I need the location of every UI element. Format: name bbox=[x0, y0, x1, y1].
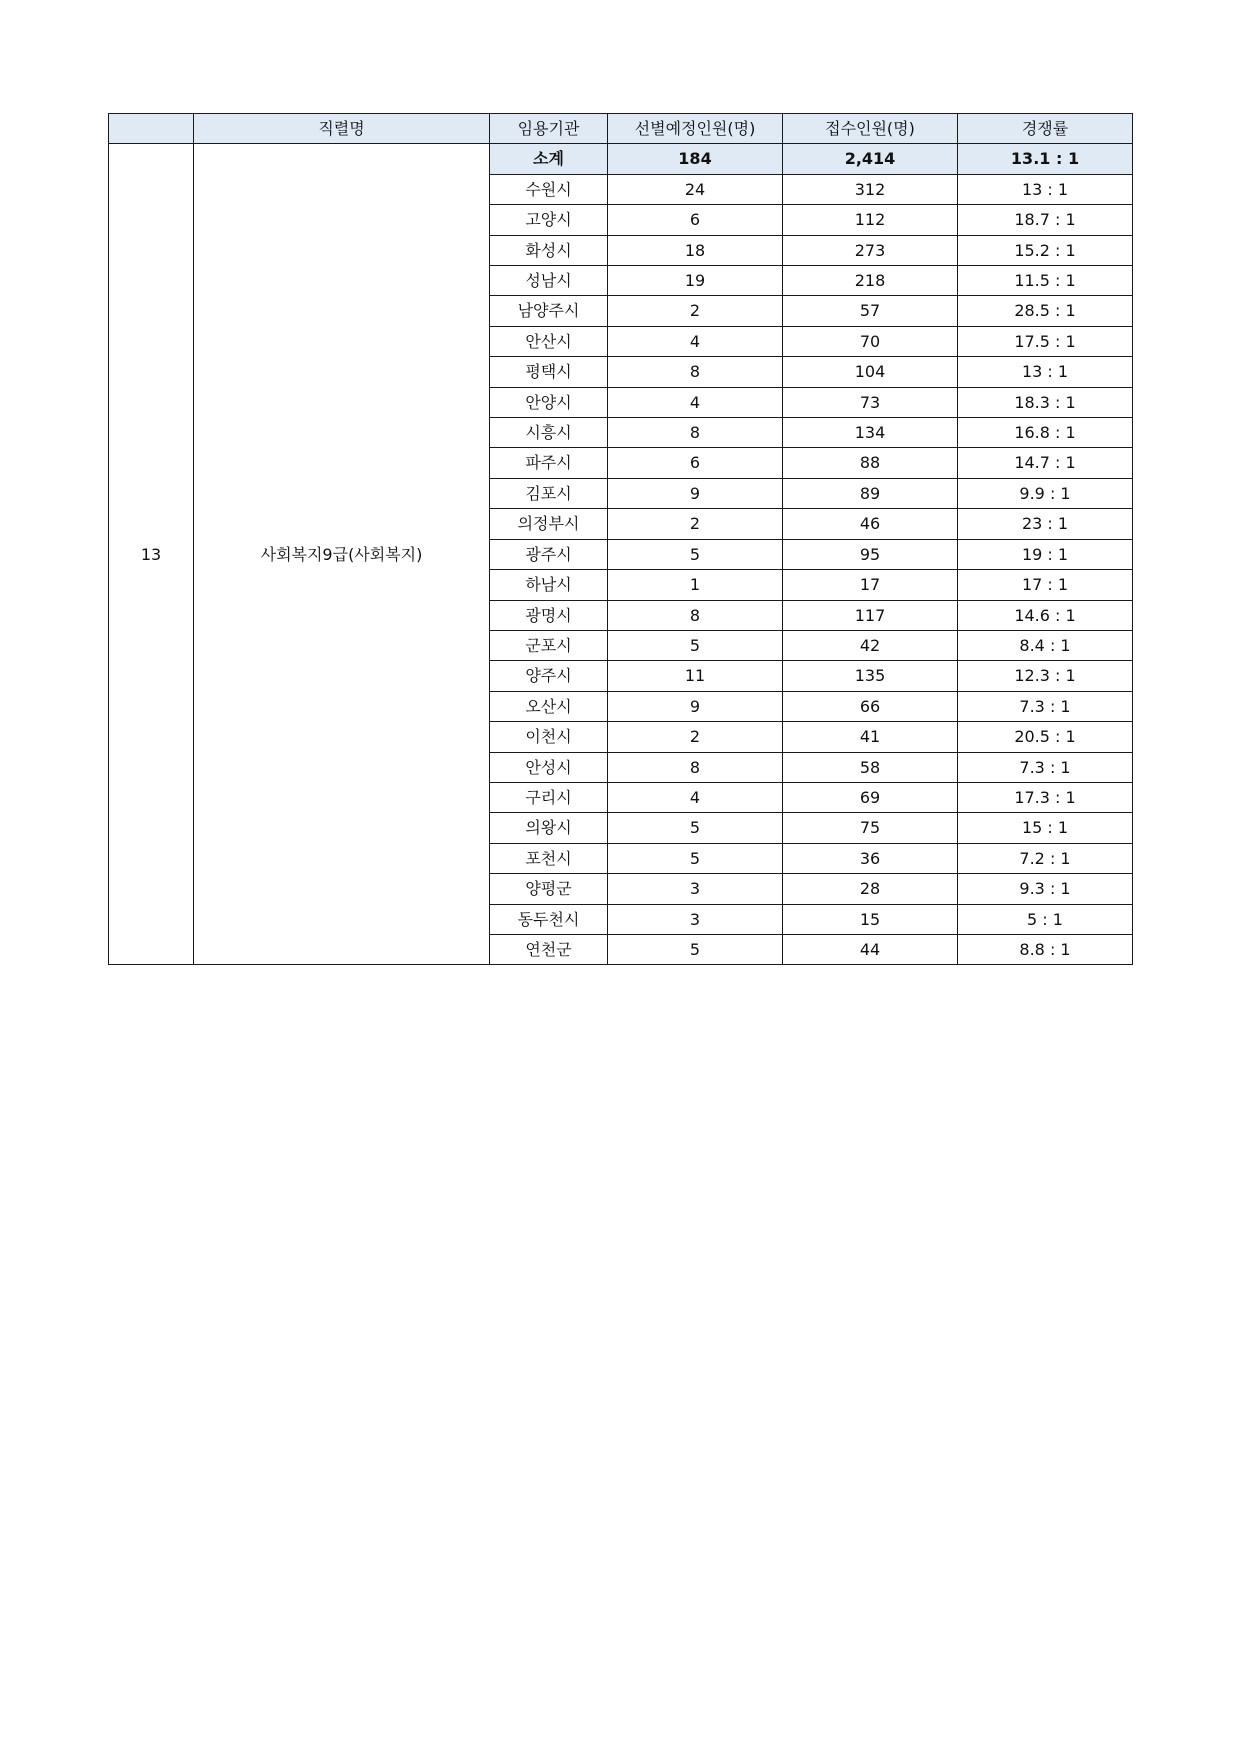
ratio-cell: 8.4 : 1 bbox=[958, 630, 1133, 660]
agency-cell: 오산시 bbox=[490, 691, 608, 721]
agency-cell: 양주시 bbox=[490, 661, 608, 691]
planned-cell: 11 bbox=[608, 661, 783, 691]
applicants-cell: 95 bbox=[783, 539, 958, 569]
planned-cell: 1 bbox=[608, 570, 783, 600]
table-header-row bbox=[109, 114, 1133, 144]
planned-cell: 9 bbox=[608, 478, 783, 508]
ratio-cell: 14.6 : 1 bbox=[958, 600, 1133, 630]
applicants-cell: 17 bbox=[783, 570, 958, 600]
ratio-cell: 23 : 1 bbox=[958, 509, 1133, 539]
applicants-cell: 312 bbox=[783, 174, 958, 204]
subtotal-row bbox=[109, 144, 1133, 174]
agency-cell: 연천군 bbox=[490, 934, 608, 964]
agency-cell: 안성시 bbox=[490, 752, 608, 782]
applicants-cell: 46 bbox=[783, 509, 958, 539]
ratio-cell: 15.2 : 1 bbox=[958, 235, 1133, 265]
planned-cell: 18 bbox=[608, 235, 783, 265]
applicants-cell: 44 bbox=[783, 934, 958, 964]
agency-cell: 화성시 bbox=[490, 235, 608, 265]
planned-cell: 5 bbox=[608, 630, 783, 660]
ratio-cell: 5 : 1 bbox=[958, 904, 1133, 934]
planned-cell: 2 bbox=[608, 509, 783, 539]
ratio-cell: 17.3 : 1 bbox=[958, 782, 1133, 812]
planned-cell: 3 bbox=[608, 904, 783, 934]
agency-cell: 김포시 bbox=[490, 478, 608, 508]
ratio-cell: 18.7 : 1 bbox=[958, 205, 1133, 235]
applicants-cell: 88 bbox=[783, 448, 958, 478]
header-ratio: 경쟁률 bbox=[958, 114, 1133, 144]
applicants-cell: 134 bbox=[783, 418, 958, 448]
planned-cell: 5 bbox=[608, 813, 783, 843]
agency-cell: 남양주시 bbox=[490, 296, 608, 326]
planned-cell: 6 bbox=[608, 448, 783, 478]
subtotal-label: 소계 bbox=[490, 144, 608, 174]
agency-cell: 광주시 bbox=[490, 539, 608, 569]
agency-cell: 하남시 bbox=[490, 570, 608, 600]
planned-cell: 8 bbox=[608, 600, 783, 630]
ratio-cell: 7.2 : 1 bbox=[958, 843, 1133, 873]
planned-cell: 8 bbox=[608, 357, 783, 387]
planned-cell: 8 bbox=[608, 418, 783, 448]
planned-cell: 6 bbox=[608, 205, 783, 235]
applicants-cell: 112 bbox=[783, 205, 958, 235]
planned-cell: 19 bbox=[608, 266, 783, 296]
ratio-cell: 16.8 : 1 bbox=[958, 418, 1133, 448]
ratio-cell: 12.3 : 1 bbox=[958, 661, 1133, 691]
ratio-cell: 20.5 : 1 bbox=[958, 722, 1133, 752]
applicants-cell: 69 bbox=[783, 782, 958, 812]
subtotal-planned: 184 bbox=[608, 144, 783, 174]
ratio-cell: 13 : 1 bbox=[958, 357, 1133, 387]
agency-cell: 성남시 bbox=[490, 266, 608, 296]
header-number bbox=[109, 114, 194, 144]
planned-cell: 4 bbox=[608, 326, 783, 356]
planned-cell: 4 bbox=[608, 782, 783, 812]
applicants-cell: 73 bbox=[783, 387, 958, 417]
ratio-cell: 13 : 1 bbox=[958, 174, 1133, 204]
agency-cell: 의왕시 bbox=[490, 813, 608, 843]
agency-cell: 구리시 bbox=[490, 782, 608, 812]
ratio-cell: 19 : 1 bbox=[958, 539, 1133, 569]
applicants-cell: 42 bbox=[783, 630, 958, 660]
planned-cell: 3 bbox=[608, 874, 783, 904]
applicants-cell: 70 bbox=[783, 326, 958, 356]
ratio-cell: 14.7 : 1 bbox=[958, 448, 1133, 478]
planned-cell: 8 bbox=[608, 752, 783, 782]
ratio-cell: 17 : 1 bbox=[958, 570, 1133, 600]
applicants-cell: 58 bbox=[783, 752, 958, 782]
agency-cell: 안양시 bbox=[490, 387, 608, 417]
planned-cell: 2 bbox=[608, 296, 783, 326]
ratio-cell: 15 : 1 bbox=[958, 813, 1133, 843]
ratio-cell: 17.5 : 1 bbox=[958, 326, 1133, 356]
planned-cell: 5 bbox=[608, 934, 783, 964]
header-agency: 임용기관 bbox=[490, 114, 608, 144]
planned-cell: 9 bbox=[608, 691, 783, 721]
planned-cell: 4 bbox=[608, 387, 783, 417]
agency-cell: 수원시 bbox=[490, 174, 608, 204]
ratio-cell: 28.5 : 1 bbox=[958, 296, 1133, 326]
applicants-cell: 117 bbox=[783, 600, 958, 630]
recruitment-table bbox=[108, 113, 1133, 965]
ratio-cell: 9.9 : 1 bbox=[958, 478, 1133, 508]
agency-cell: 동두천시 bbox=[490, 904, 608, 934]
applicants-cell: 75 bbox=[783, 813, 958, 843]
planned-cell: 2 bbox=[608, 722, 783, 752]
agency-cell: 포천시 bbox=[490, 843, 608, 873]
agency-cell: 광명시 bbox=[490, 600, 608, 630]
subtotal-ratio: 13.1 : 1 bbox=[958, 144, 1133, 174]
agency-cell: 이천시 bbox=[490, 722, 608, 752]
applicants-cell: 273 bbox=[783, 235, 958, 265]
applicants-cell: 135 bbox=[783, 661, 958, 691]
agency-cell: 군포시 bbox=[490, 630, 608, 660]
table-body bbox=[109, 144, 1133, 965]
agency-cell: 고양시 bbox=[490, 205, 608, 235]
agency-cell: 안산시 bbox=[490, 326, 608, 356]
group-number: 13 bbox=[109, 144, 194, 965]
applicants-cell: 28 bbox=[783, 874, 958, 904]
agency-cell: 평택시 bbox=[490, 357, 608, 387]
applicants-cell: 66 bbox=[783, 691, 958, 721]
agency-cell: 시흥시 bbox=[490, 418, 608, 448]
applicants-cell: 218 bbox=[783, 266, 958, 296]
ratio-cell: 7.3 : 1 bbox=[958, 691, 1133, 721]
header-job-title: 직렬명 bbox=[194, 114, 490, 144]
applicants-cell: 89 bbox=[783, 478, 958, 508]
planned-cell: 5 bbox=[608, 843, 783, 873]
applicants-cell: 36 bbox=[783, 843, 958, 873]
applicants-cell: 104 bbox=[783, 357, 958, 387]
applicants-cell: 15 bbox=[783, 904, 958, 934]
agency-cell: 양평군 bbox=[490, 874, 608, 904]
applicants-cell: 57 bbox=[783, 296, 958, 326]
job-title: 사회복지9급(사회복지) bbox=[194, 144, 490, 965]
header-planned: 선별예정인원(명) bbox=[608, 114, 783, 144]
ratio-cell: 8.8 : 1 bbox=[958, 934, 1133, 964]
ratio-cell: 11.5 : 1 bbox=[958, 266, 1133, 296]
header-applicants: 접수인원(명) bbox=[783, 114, 958, 144]
ratio-cell: 18.3 : 1 bbox=[958, 387, 1133, 417]
planned-cell: 24 bbox=[608, 174, 783, 204]
ratio-cell: 7.3 : 1 bbox=[958, 752, 1133, 782]
agency-cell: 의정부시 bbox=[490, 509, 608, 539]
subtotal-applicants: 2,414 bbox=[783, 144, 958, 174]
ratio-cell: 9.3 : 1 bbox=[958, 874, 1133, 904]
planned-cell: 5 bbox=[608, 539, 783, 569]
agency-cell: 파주시 bbox=[490, 448, 608, 478]
applicants-cell: 41 bbox=[783, 722, 958, 752]
